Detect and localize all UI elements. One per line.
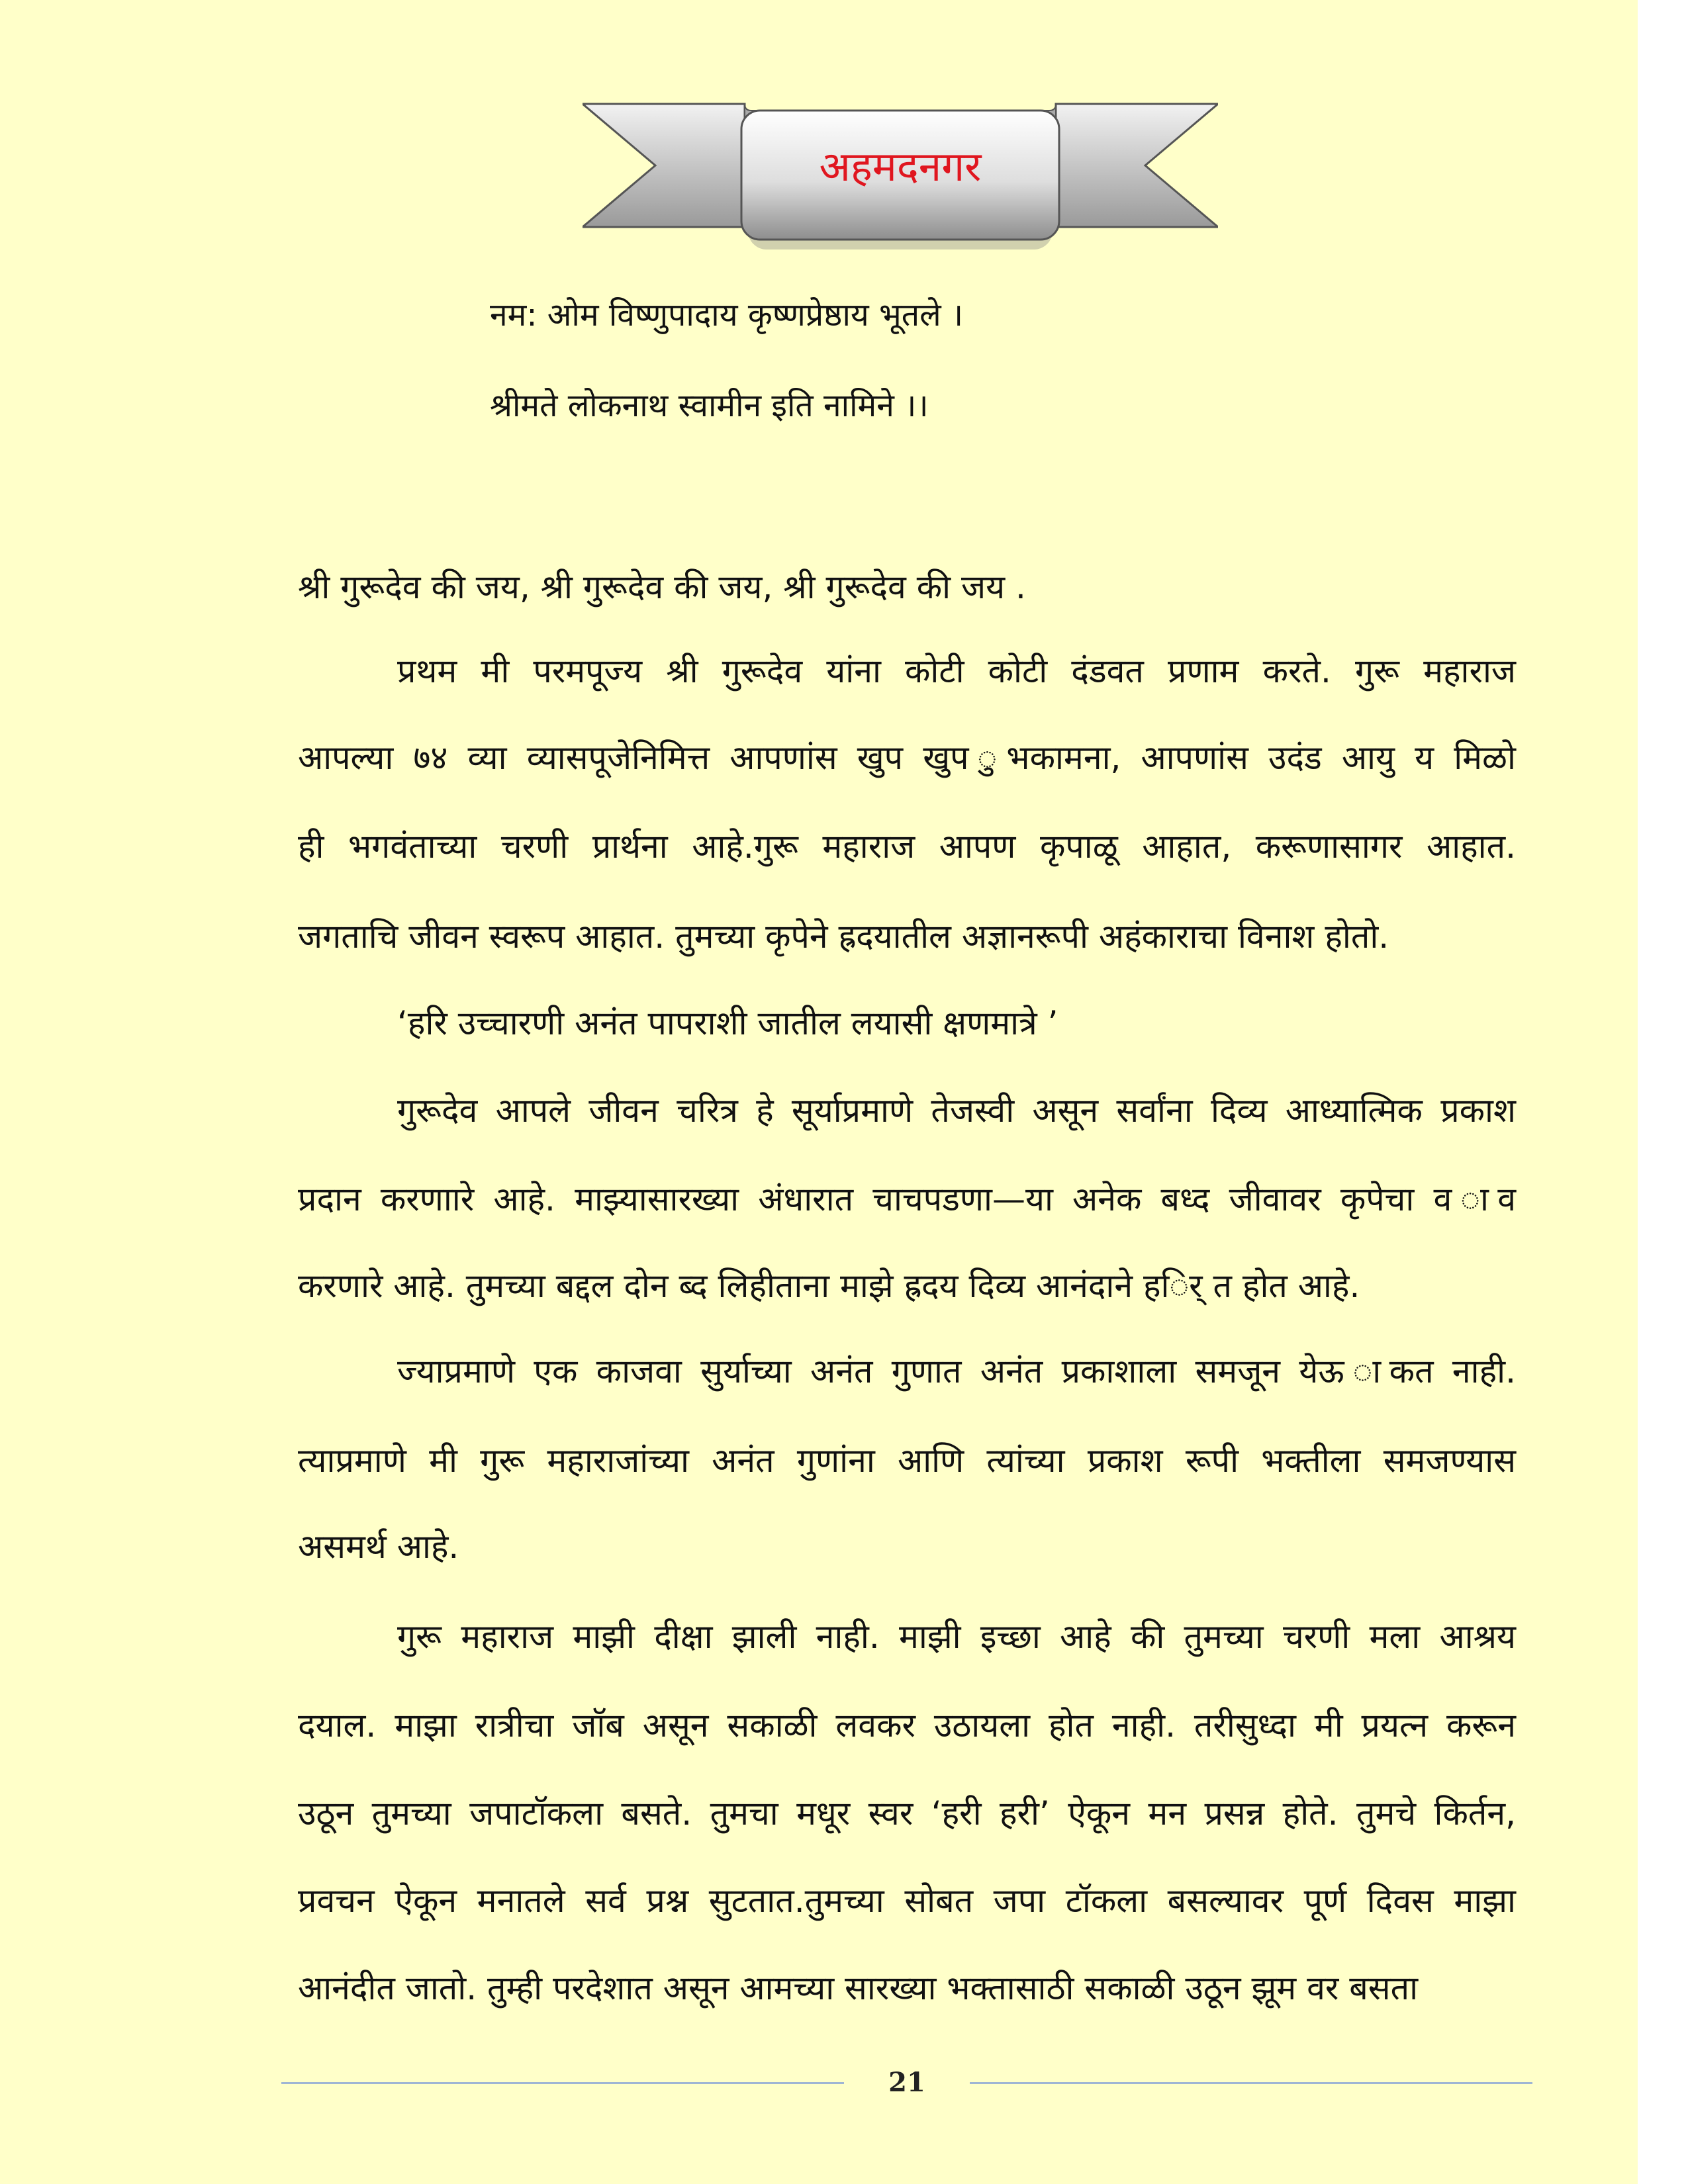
page-number: 21 bbox=[888, 2067, 925, 2098]
text-line: आपल्या ७४ व्या व्यासपूजेनिमित्त आपणांस खुप खुप ुभकामना, आपणांस उदंड आयु य मिळो bbox=[298, 739, 1516, 777]
text-line: असमर्थ आहे. bbox=[298, 1527, 459, 1566]
footer-rule-right bbox=[970, 2082, 1532, 2084]
quoted-verse-line: ‘हरि उच्चारणी अनंत पापराशी जातील लयासी क्षणमात्रे ’ bbox=[397, 1004, 1058, 1042]
text-line: प्रदान करणाारे आहे. माझ्यासारख्या अंधारात चाचपडणा—या अनेक बध्द जीवावर कृपेचा व ाव bbox=[298, 1180, 1516, 1218]
page-footer bbox=[0, 2065, 1638, 2105]
page-heading: अहमदनगर bbox=[819, 142, 982, 191]
title-ribbon-banner bbox=[583, 96, 1218, 251]
right-margin-strip bbox=[1638, 0, 1688, 2184]
verse-line-1: नम: ओम विष्णुपादाय कृष्णप्रेष्ठाय भूतले । bbox=[490, 296, 964, 334]
text-line: जगताचि जीवन स्वरूप आहात. तुमच्या कृपेने ह्रदयातील अज्ञानरूपी अहंकाराचा विनाश होतो. bbox=[298, 917, 1389, 956]
text-line: आनंदीत जातो. तुम्ही परदेशात असून आमच्या सारख्या भक्तासाठी सकाळी उठून झूम वर बसता bbox=[298, 1969, 1419, 2007]
text-line: त्याप्रमाणे मी गुरू महाराजांच्या अनंत गुणांना आणि त्यांच्या प्रकाश रूपी भक्तीला समजण्यास bbox=[298, 1441, 1516, 1480]
footer-rule-left bbox=[281, 2082, 844, 2084]
text-line: उठून तुमच्या जपाटॉकला बसते. तुमचा मधूर स्वर ‘हरी हरी’ ऐकून मन प्रसन्न होते. तुमचे किर्तन, bbox=[298, 1794, 1516, 1833]
paragraph-first-line: ज्याप्रमाणे एक काजवा सुर्याच्या अनंत गुणात अनंत प्रकाशाला समजून येऊ ाकत नाही. bbox=[397, 1352, 1516, 1390]
paragraph-first-line: प्रथम मी परमपूज्य श्री गुरूदेव यांना कोटी कोटी दंडवत प्रणाम करते. गुरू महाराज bbox=[397, 652, 1516, 690]
paragraph-first-line: गुरूदेव आपले जीवन चरित्र हे सूर्याप्रमाणे तेजस्वी असून सर्वांना दिव्य आध्यात्मिक प्रकाश bbox=[397, 1091, 1516, 1130]
text-line: ही भगवंताच्या चरणी प्रार्थना आहे.गुरू महाराज आपण कृपाळू आहात, करूणासागर आहात. bbox=[298, 827, 1516, 866]
text-line: श्री गुरूदेव की जय, श्री गुरूदेव की जय, श्री गुरूदेव की जय . bbox=[298, 568, 1026, 606]
paragraph-first-line: गुरू महाराज माझी दीक्षा झाली नाही. माझी इच्छा आहे की तुमच्या चरणी मला आश्रय bbox=[397, 1617, 1516, 1656]
text-line: दयाल. माझा रात्रीचा जॉब असून सकाळी लवकर उठायला होत नाही. तरीसुध्दा मी प्रयत्न करून bbox=[298, 1706, 1516, 1745]
text-line: करणारे आहे. तुमच्या बद्दल दोन ब्द लिहीताना माझे ह्रदय दिव्य आनंदाने हर्ि त होत आहे. bbox=[298, 1267, 1360, 1305]
text-line: प्रवचन ऐकून मनातले सर्व प्रश्न सुटतात.तुमच्या सोबत जपा टॉकला बसल्यावर पूर्ण दिवस माझा bbox=[298, 1882, 1516, 1920]
verse-line-2: श्रीमते लोकनाथ स्वामीन इति नामिने ।। bbox=[490, 387, 929, 424]
